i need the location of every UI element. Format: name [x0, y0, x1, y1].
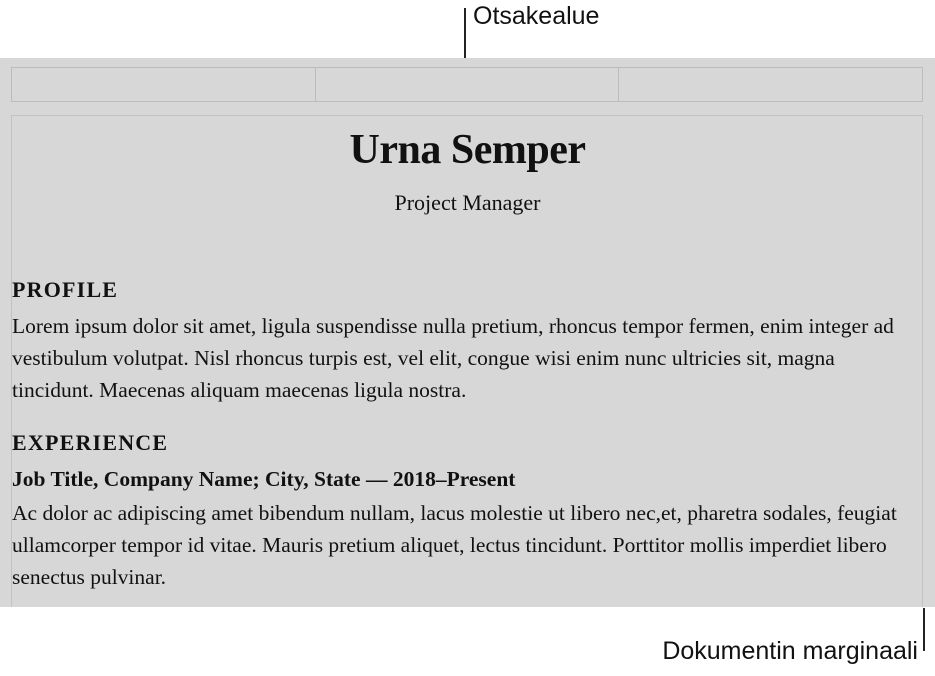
header-cell-right[interactable]	[619, 67, 923, 102]
experience-heading: EXPERIENCE	[12, 430, 169, 455]
header-area[interactable]	[11, 67, 923, 102]
profile-heading: PROFILE	[12, 277, 119, 302]
resume-role: Project Manager	[394, 190, 541, 215]
header-cell-center[interactable]	[316, 67, 620, 102]
resume-name: Urna Semper	[349, 127, 586, 173]
profile-text: Lorem ipsum dolor sit amet, ligula suspendisse nulla pretium, rhoncus tempor fermen, enim integer ad vestibulum volutpat. Nisl rhoncus turpis est, vel elit, congue wisi enim nunc ultricies sit, magna tincidunt. Maecenas aliquam maecenas ligula nostra.	[12, 314, 894, 402]
job-description: Ac dolor ac adipiscing amet bibendum nullam, lacus molestie ut libero nec,et, pharetra sodales, feugiat ullamcorper tempor id vitae. Mauris pretium aliquet, lectus tincidunt. Porttitor mollis imperdiet libero senectus pulvinar.	[12, 501, 897, 589]
header-area-callout-label: Otsakealue	[473, 2, 600, 30]
document-margin-callout-label: Dokumentin marginaali	[662, 637, 918, 665]
document-page	[0, 58, 935, 607]
document-margin-callout-line	[923, 608, 925, 651]
header-cell-left[interactable]	[11, 67, 316, 102]
job-title-line: Job Title, Company Name; City, State — 2018–Present	[12, 467, 516, 491]
